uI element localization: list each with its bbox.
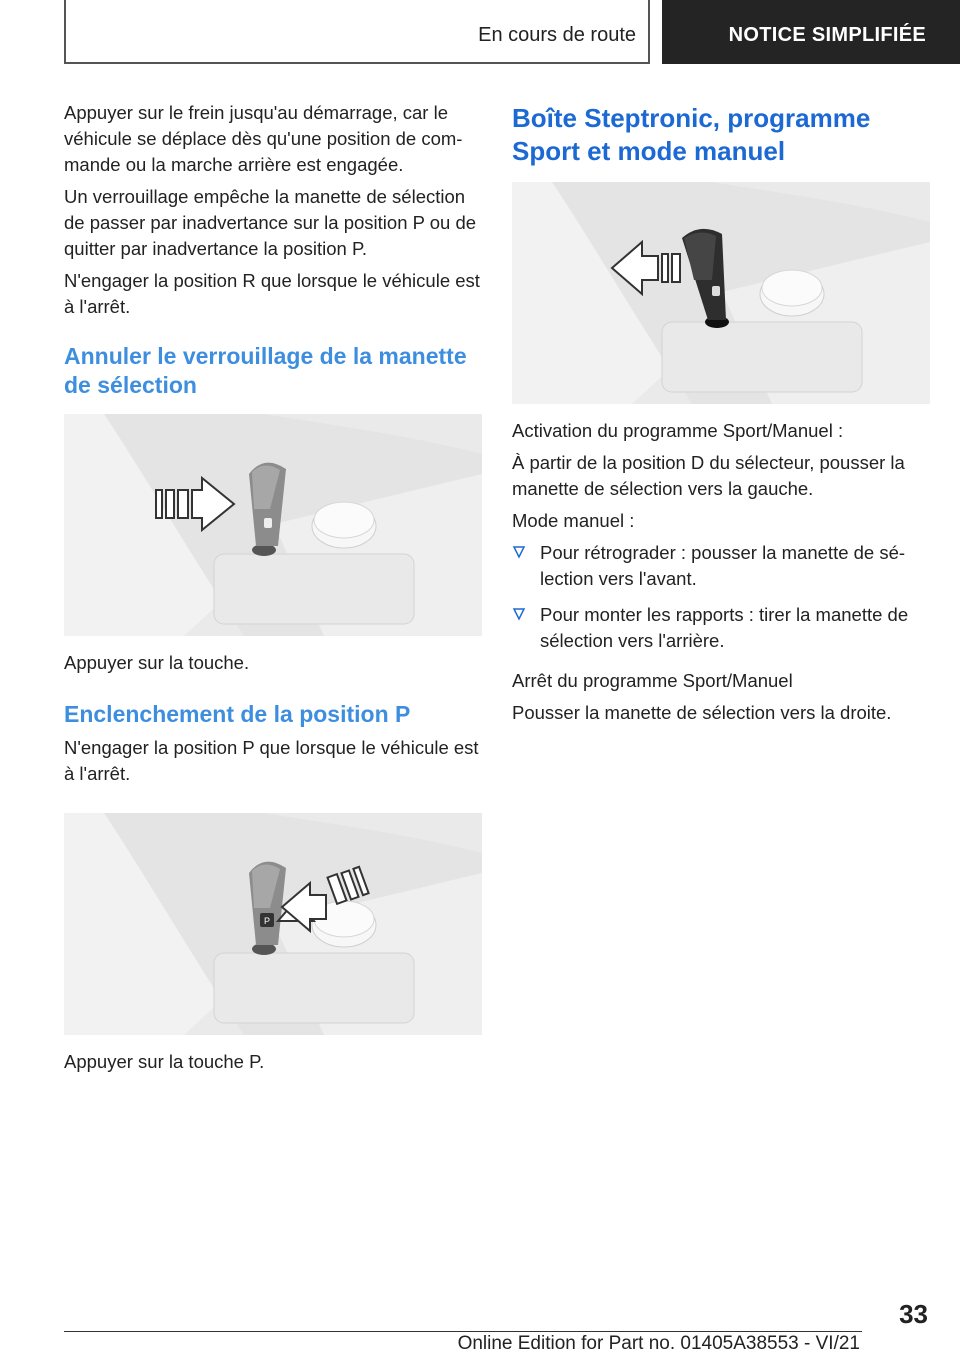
lever-p-label: P (263, 916, 271, 926)
chapter-tab-label: NOTICE SIMPLIFIÉE (728, 24, 926, 46)
section-title: En cours de route (478, 24, 636, 46)
paragraph-park: N'engager la position P que lorsque le véhicule est à l'arrêt. (64, 737, 479, 784)
paragraph-reverse: N'engager la position R que lorsque le véhicule est à l'arrêt. (64, 270, 480, 317)
chapter-tab[interactable] (662, 0, 960, 64)
bullet-upshift-text: Pour monter les rapports : tirer la manette de sélection vers l'arrière. (540, 604, 909, 651)
figure-unlock-button (64, 414, 482, 636)
bullet-downshift-text: Pour rétrograder : pousser la manette de sé-lection vers l'avant. (540, 542, 906, 589)
paragraph-lock: Un verrouillage empêche la manette de sélection de passer par inadvertance sur la position P ou de quitter par inadvertance la position P. (64, 186, 477, 259)
header-left-rule (64, 0, 66, 64)
triangle-bullet-icon (512, 545, 526, 559)
left-column (64, 100, 482, 1081)
header-bottom-rule (64, 62, 650, 64)
caption-park: Appuyer sur la touche P. (64, 1051, 265, 1072)
triangle-bullet-icon (512, 607, 526, 621)
heading-engage-park: Enclenchement de la position P (64, 701, 411, 727)
heading-unlock-selector: Annuler le verrouillage de la manette de sélection (64, 343, 467, 398)
paragraph-stop-sport: Arrêt du programme Sport/Manuel (512, 670, 793, 691)
bullet-upshift (512, 602, 930, 654)
page-number: 33 (899, 1299, 928, 1329)
footer-rule (64, 1331, 862, 1332)
caption-unlock: Appuyer sur la touche. (64, 652, 250, 673)
bullet-downshift (512, 540, 930, 592)
heading-steptronic: Boîte Steptronic, programme Sport et mode manuel (512, 103, 871, 166)
footer-edition: Online Edition for Part no. 01405A38553 - VI/21 (457, 1333, 860, 1354)
paragraph-push-right: Pousser la manette de sélection vers la droite. (512, 702, 892, 723)
paragraph-from-d: À partir de la position D du sélecteur, pousser la manette de sélection vers la gauche. (512, 452, 905, 499)
figure-sport-mode (512, 182, 930, 404)
figure-park-button (64, 813, 482, 1035)
paragraph-brake: Appuyer sur le frein jusqu'au démarrage, car le véhicule se déplace dès qu'une position de com-mande ou la marche arrière est engagée. (64, 102, 463, 175)
header-right-rule (648, 0, 650, 64)
paragraph-activation: Activation du programme Sport/Manuel : (512, 420, 844, 441)
paragraph-manual-mode: Mode manuel : (512, 510, 635, 531)
right-column (512, 100, 930, 732)
